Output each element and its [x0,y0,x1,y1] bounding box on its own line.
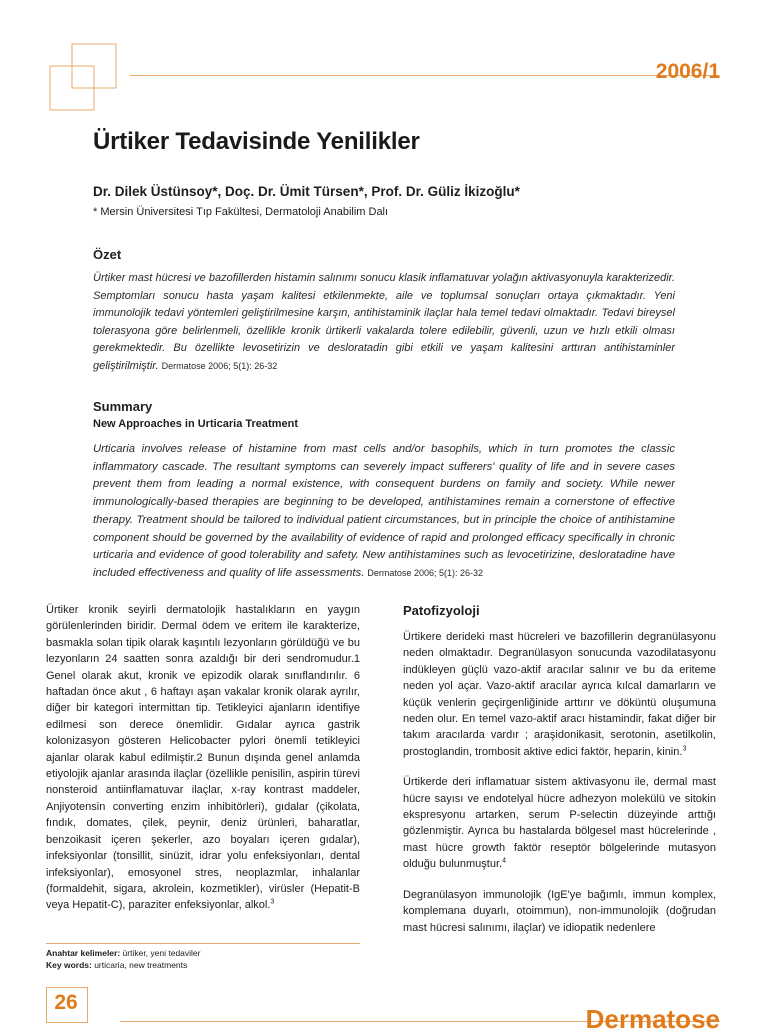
keywords-en [46,960,187,970]
ref-2: 2 [196,751,203,764]
summary-citation: Dermatose 2006; 5(1): 26-32 [367,567,483,578]
right-text-2: Ürtikerde deri inflamatuar sistem aktivasyonu ile, dermal mast hücre sayısı ve endotelyal hücre adhezyon molekülü ve sitokin ekspresyonu artarken, serum P-selectin düzeyinde arttığı gözlenmiştir. Ayrıca bu hastalarda bölgesel mast hücrelerinde , mast hücre growth faktör reseptör bölgelerinde mutasyon olduğu bulunmuştur. [403,776,716,871]
keywords-en-value: urticaria, new treatments [91,960,188,970]
summary-heading: Summary [93,399,153,414]
keywords-tr-label: Anahtar kelimeler: [46,948,121,958]
summary-body: Urticaria involves release of histamine from mast cells and/or basophils, which in turn promotes the classic inflammatory cascade. The resultant symptoms can severely impact sufferers' quality of life and in severe cases prevent them from leading a normal existence, with consequent burdens on family and society. While newer immunologically-based therapies are beginning to be developed, antihistamines remain a cornerstone of effective therapy. Treatment should be tailored to individual patient circumstances, but in principle the choice of antihistamine component should be governed by the availability of evidence of rapid and prolonged efficacy specifically in chronic urticaria and evidence of good tolerability and safety. New antihistamines such as levocetirizine, desloratadine have included effectiveness and quality of life assessments. [93,443,675,579]
right-text-1: Ürtikere derideki mast hücreleri ve bazofillerin degranülasyonu neden olmaktadır. Degranülasyon sonucunda vazodilatasyonu indükleyen güçlü vazo-aktif aracılar salınır ve bu da eriteme neden yol açar. Vazo-aktif aracılar ayrıca kılcal damarların ve küçük venlerin geçirgenliğinide arttırır ve döküntü oluşumuna neden olur. En temel vazo-aktif aracı histamindir, fakat diğer bir takım aracılarda vardır ; araşidonikasit, serotonin, asetilkolin, prostoglandin, trombosit aktive edici faktör, heparin, kinin. [403,631,716,758]
keywords-rule [46,943,360,944]
left-text-3: Bunun dışında genel anlamda etiyolojik ajanlar arasında ilaçlar (özellikle penisilin, aspirin türevi nonsteroid antiinflamatuvar ilaçlar, x-ray kontrast maddeler, Anjiyotensin converting enzim inhibitörleri), gıdalar (çikolata, fındık, domates, çilek, peynir, deniz ürünleri, baharatlar, benzoikasit içeren şekerler, azo boyaları içeren gıdalar), infeksiyonlar (tonsillit, sinüzit, idrar yolu enfeksiyonları, dental infeksiyonlar), emosyonel stres, neoplazmlar, inhalanlar (formaldehit, sigara, akrolein, kozmetikler), virüsler (Hepatit-B veya Hepatit-C), paraziter enfeksiyonlar, alkol. [46,751,360,912]
ref-4: 4 [502,857,506,865]
right-column [403,629,716,936]
right-paragraph-3: Degranülasyon immunolojik (IgE'ye bağımlı, immun komplex, komplemana duyarlı, otoimmun), non-immunolojik (doğrudan mast hücresi salınımı, ilaçlar) ve idiopatik nedenlere [403,888,716,934]
keywords-tr [46,948,201,958]
keywords-tr-value: ürtiker, yeni tedaviler [120,948,201,958]
page-number: 26 [54,991,78,1014]
header-rule [130,75,720,76]
header-decoration [46,40,118,112]
left-text-2: Genel olarak akut, kronik ve epizodik olarak sınıflandırılır. 6 haftadan önce akut , 6 haftayı aşan vakalar kronik olarak ayrılır, diğer bir kategori intermittan tip. Tetikleyici ajanların identifiye edilmesi son derece önemlidir. Gıdalar ayrıca gastrik kolonizasyon gösteren Helicobacter pylori önemli tetikleyici ajanlar olarak kabul edilmiştir. [46,669,360,764]
journal-name: Dermatose [585,1004,720,1034]
ozet-text [93,270,675,375]
summary-subtitle: New Approaches in Urticaria Treatment [93,418,298,430]
ozet-heading: Özet [93,247,122,262]
ref-1: 1 [353,653,360,666]
article-authors: Dr. Dilek Üstünsoy*, Doç. Dr. Ümit Türsen*, Prof. Dr. Güliz İkizoğlu* [93,184,520,199]
article-affiliation: * Mersin Üniversitesi Tıp Fakültesi, Dermatoloji Anabilim Dalı [93,206,389,218]
left-paragraph [46,602,360,914]
left-text-1: Ürtiker kronik seyirli dermatolojik hastalıkların en yaygın görülenlerinden biridir. Dermal ödem ve eritem ile karakterize, basmakla solan tipik olarak kaşıntılı lezyonların görüldüğü ve bu lezyonların 24 saatten sonra azaldığı bir deri sendromudur. [46,604,360,666]
patofizyoloji-heading: Patofizyoloji [403,603,480,618]
left-column [46,602,360,914]
right-paragraph-2 [403,774,716,872]
article-title: Ürtiker Tedavisinde Yenilikler [93,128,420,155]
summary-text [93,441,675,583]
ozet-citation: Dermatose 2006; 5(1): 26-32 [161,360,278,371]
ref-3b: 3 [682,745,687,753]
issue-number: 2006/1 [655,60,720,83]
ref-3: 3 [270,898,275,906]
right-paragraph-1 [403,629,716,760]
ozet-body: Ürtiker mast hücresi ve bazofillerden histamin salınımı sonucu klasik inflamatuvar yolağın aktivasyonuyla karakterizedir. Semptomları sonucu hasta yaşam kalitesi etkilenmekte, aile ve toplumsal sonuçları ortaya çıkmaktadır. Yeni immunolojik tedavi yöntemleri geliştirilmesine karşın, antihistaminik ilaçlar hala temel tedavi olmaktadır. Tedavi bireysel tolerasyona göre belirlenmeli, özellikle kronik ürtikerli vakalarda tolere edilebilir, güvenli, uzun ve hızlı etkili olması gerekmektedir. Bu özellikte levosetirizin ve desloratadin gibi etkili ve yaşam kalitesini arttıran antihistaminler geliştirilmiştir. [93,272,675,372]
keywords-en-label: Key words: [46,960,92,970]
